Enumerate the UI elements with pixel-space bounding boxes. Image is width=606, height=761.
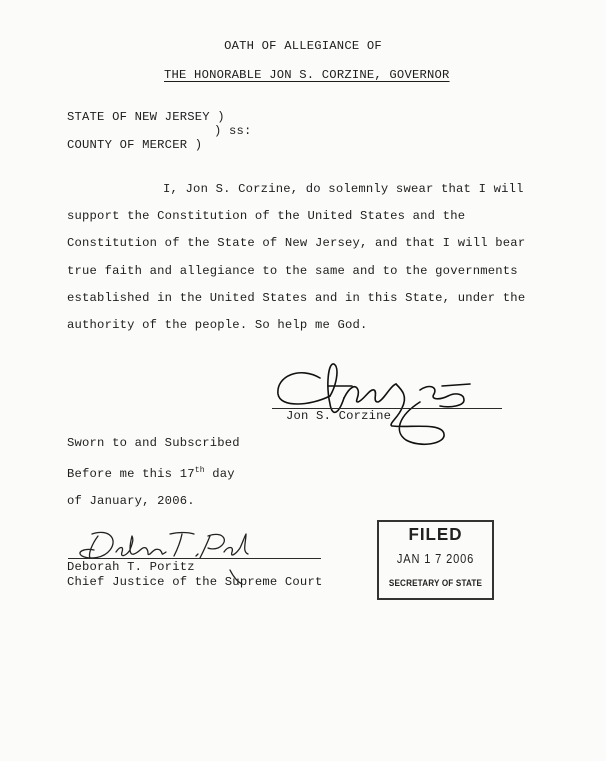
jurat-line-2: Before me this 17th day	[67, 466, 235, 481]
justice-signature-line	[68, 558, 321, 559]
justice-title: Chief Justice of the Supreme Court	[67, 575, 323, 589]
document-title: OATH OF ALLEGIANCE OF	[224, 39, 382, 53]
document-subtitle: THE HONORABLE JON S. CORZINE, GOVERNOR	[164, 68, 450, 82]
venue-state: STATE OF NEW JERSEY )	[67, 110, 225, 124]
oath-text: I, Jon S. Corzine, do solemnly swear that I will support the Constitution of the United States and the Constitution of the State of New Jersey, and that I will bear true faith and allegiance to the same and to the governments established in the United States and in this State, under the authority of the people. So help me God.	[67, 182, 526, 333]
signer-name: Jon S. Corzine	[286, 409, 392, 423]
corzine-signature	[270, 356, 500, 446]
jurat-block	[67, 430, 240, 515]
filed-stamp	[377, 520, 494, 600]
jurat-line-1: Sworn to and Subscribed	[67, 436, 240, 450]
justice-name: Deborah T. Poritz	[67, 560, 195, 574]
jurat-line-3: of January, 2006.	[67, 494, 195, 508]
stamp-date: JAN 1 7 2006	[396, 551, 475, 566]
justice-block	[67, 560, 322, 590]
stamp-filed-label: FILED	[408, 524, 463, 545]
venue-county: COUNTY OF MERCER )	[67, 138, 203, 152]
stamp-office: SECRETARY OF STATE	[388, 578, 483, 588]
oath-paragraph	[67, 176, 547, 339]
venue-ss: ) ss:	[214, 124, 252, 138]
